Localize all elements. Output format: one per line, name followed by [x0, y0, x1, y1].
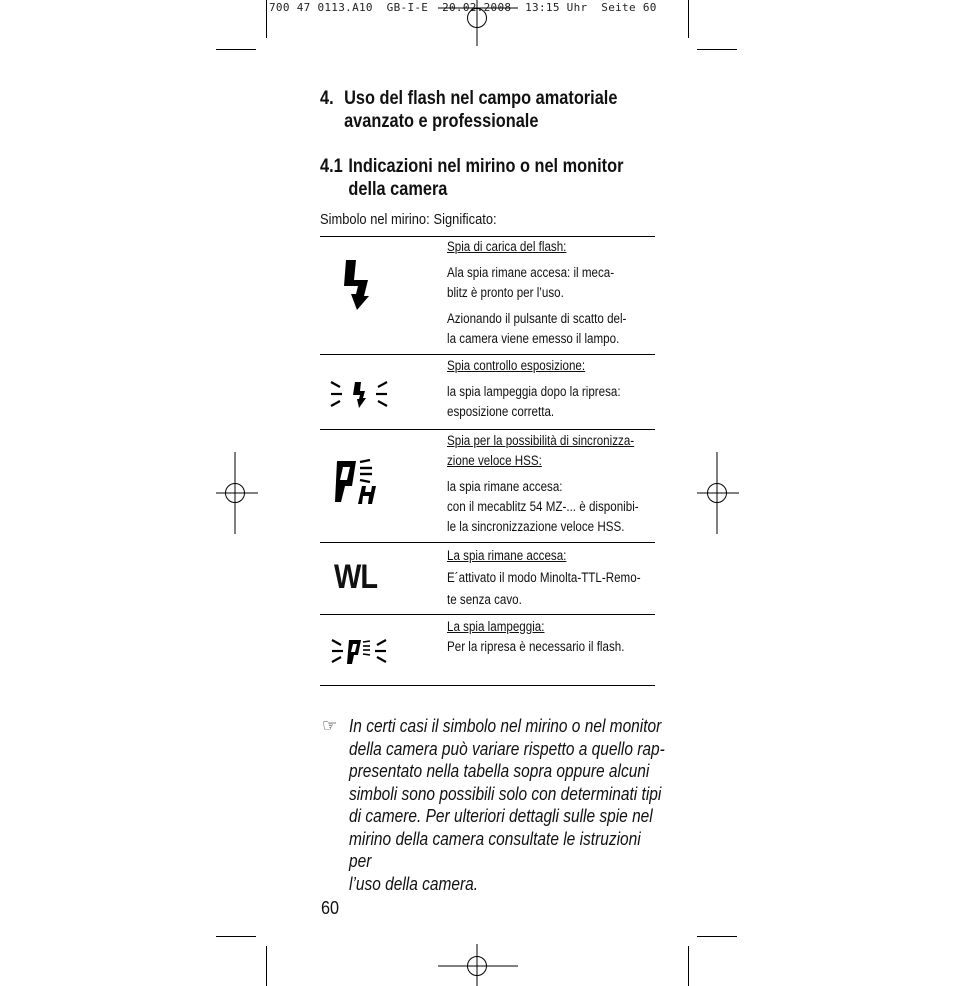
section-title-line2: avanzato e professionale: [344, 111, 539, 132]
flash-exposure-blinking-icon: [329, 377, 389, 411]
row-title: La spia rimane accesa:: [447, 548, 567, 563]
registration-mark-right: [697, 452, 739, 534]
row-text: la camera viene emesso il lampo.: [447, 331, 620, 346]
row-title: Spia per la possibilità di sincronizza-: [447, 433, 635, 448]
note-line: di camere. Per ulteriori dettagli sulle spie nel: [349, 806, 653, 826]
section-number: 4.: [320, 88, 334, 109]
registration-mark-top: [438, 0, 518, 46]
row-title: Spia di carica del flash:: [447, 239, 567, 254]
table-row: [447, 237, 653, 349]
table-rule: [320, 614, 655, 615]
note-line: presentato nella tabella sopra oppure alcuni: [349, 761, 650, 781]
row-title: La spia lampeggia:: [447, 619, 545, 634]
table-row: [447, 617, 653, 657]
row-text: la spia rimane accesa:: [447, 479, 563, 494]
row-title: zione veloce HSS:: [447, 453, 542, 468]
row-text: la spia lampeggia dopo la ripresa:: [447, 384, 621, 399]
flash-ready-icon: [342, 258, 372, 312]
table-rule: [320, 429, 655, 430]
row-text: Ala spia rimane accesa: il meca-: [447, 265, 615, 280]
hss-icon: [334, 458, 384, 506]
table-rule: [320, 354, 655, 355]
subsection-title-line2: della camera: [348, 179, 448, 200]
section-title: [320, 87, 617, 133]
pointing-hand-icon: ☞: [322, 716, 338, 735]
row-text: con il mecablitz 54 MZ-... è disponibi-: [447, 499, 639, 514]
col-symbol-header: Simbolo nel mirino:: [320, 211, 430, 228]
col-meaning-header: Significato:: [433, 211, 497, 228]
table-rule: [320, 542, 655, 543]
subsection-title: [320, 155, 623, 201]
note-line: l’uso della camera.: [349, 873, 479, 894]
wireless-symbol: WL: [334, 558, 378, 596]
page-number: 60: [321, 898, 340, 918]
row-text: E´attivato il modo Minolta-TTL-Remo-: [447, 570, 641, 585]
note-line: In certi casi il simbolo nel mirino o nel monitor: [349, 716, 662, 736]
row-text: esposizione corretta.: [447, 404, 555, 419]
table-row: [447, 546, 653, 610]
row-text: blitz è pronto per l’uso.: [447, 285, 564, 300]
table-row: [447, 356, 653, 422]
registration-mark-bottom: [438, 944, 518, 986]
row-text: le la sincronizzazione veloce HSS.: [447, 519, 625, 534]
subsection-number: 4.1: [320, 156, 343, 177]
note-line: simboli sono possibili solo con determinati tipi: [349, 783, 662, 804]
row-title: Spia controllo esposizione:: [447, 358, 586, 373]
row-text: te senza cavo.: [447, 592, 522, 607]
flash-blinking-icon: [330, 636, 388, 666]
table-rule: [320, 685, 655, 686]
row-text: Azionando il pulsante di scatto del-: [447, 311, 627, 326]
note-text: [349, 715, 667, 895]
table-header: [320, 211, 497, 228]
note-line: della camera può variare rispetto a quello rap-: [349, 738, 665, 759]
row-text: Per la ripresa è necessario il flash.: [447, 639, 625, 654]
note-line: mirino della camera consultate le istruzioni per: [349, 828, 641, 871]
subsection-title-line1: Indicazioni nel mirino o nel monitor: [348, 156, 624, 177]
table-row: [447, 431, 653, 537]
registration-mark-left: [216, 452, 258, 534]
print-header: 700 47 0113.A10 GB-I-E 20.02.2008 13:15 Uhr Seite 60: [269, 1, 657, 14]
section-title-line1: Uso del flash nel campo amatoriale: [344, 88, 618, 109]
